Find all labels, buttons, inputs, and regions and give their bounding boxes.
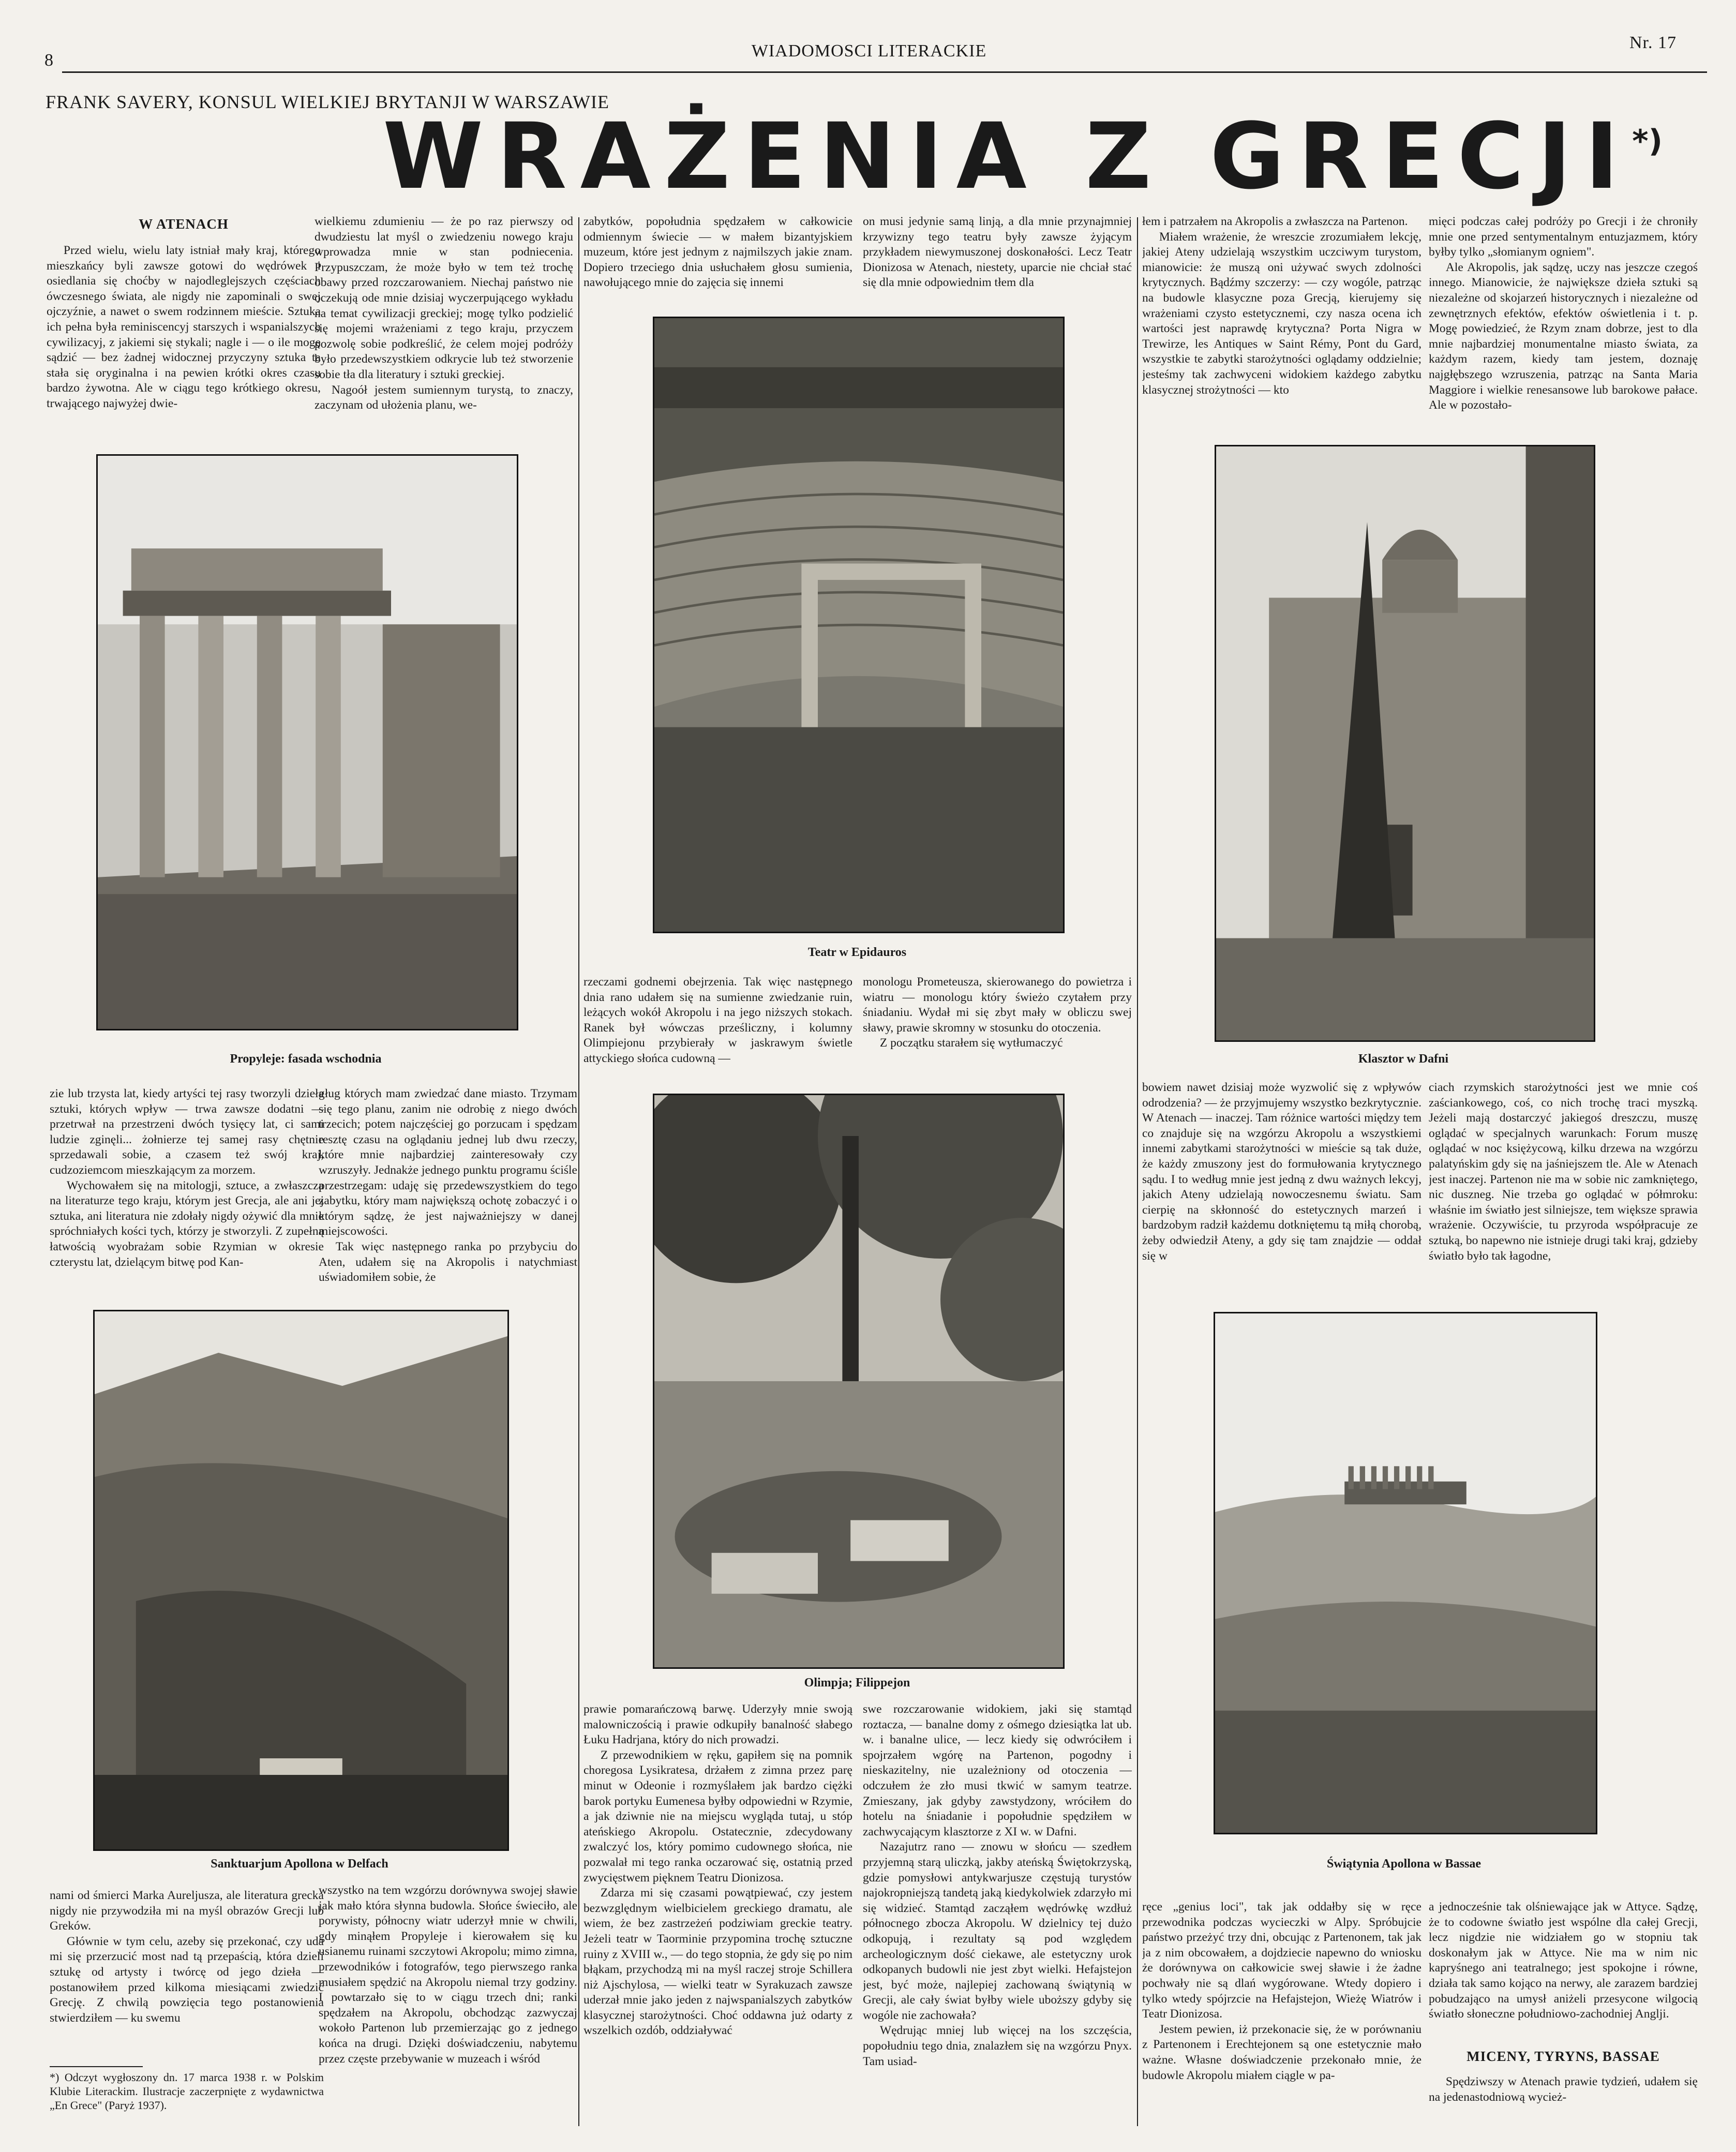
article-headline: WRAŻENIA Z GRECJI*) xyxy=(383,103,1663,210)
photo-propylaea xyxy=(96,454,518,1030)
photo-caption: Sanktuarjum Apollona w Delfach xyxy=(211,1857,388,1871)
text-column: ręce „genius loci", tak jak oddałby się w ręce przewodnika podczas wycieczki w Alpy. Spróbujcie państwo przeżyć trzy dni, obcując z Partenonem, tak jak ja z nim obcowałem, a dojdziecie napewno do wniosku że dorównywa on całkowicie swej sławie i że żadne pochwały nie są dlań wygórowane. Wtedy dopiero i tylko wtedy spójrzcie na Hefajstejon, Wieżę Wiatrów i Teatr Dionizosa. Jestem pewien, iż przekonacie się, że w porównaniu z Partenonem i Erechtejonem są one estetycznie mało ważne. Własne doświadczenie przekonało mnie, że budowle Akropolu miałem ciągle w pa- xyxy=(1142,1900,1421,2082)
text-column: łem i patrzałem na Akropolis a zwłaszcza na Partenon. Miałem wrażenie, że wreszcie zrozumiałem lekcję, jakiej Ateny udzielają wszystkim uczciwym turystom, mianowicie: że muszą oni używać swych zdolności krytycznych. Bądźmy szczerzy: — czy wogóle, patrząc na budowle klasyczne poza Grecją, kierujemy się wrażeniami czysto estetycznemi, czy nasza ocena ich wartości jest naprawdę krytyczna? Porta Nigra w Trewirze, les Antiques w Saint Rémy, Pont du Gard, wszystkie te zabytki starożytności oglądamy oddzielnie; jesteśmy tak zachwyceni widokiem każdego zabytku klasycznej strożytności — kto xyxy=(1142,215,1421,397)
column-rule xyxy=(1137,217,1138,2126)
photo-bassae-temple xyxy=(1214,1312,1597,1834)
photo-epidaurus-theatre xyxy=(653,317,1065,933)
text-column: gług których mam zwiedzać dane miasto. Trzymam się tego planu, zanim nie odrobię z niego dwóch trzecich; potem najczęściej go porzucam i spędzam resztę czasu na oglądaniu jednej lub dwu rzeczy, które mnie najbardziej zainteresowały czy wzruszyły. Jednakże jednego punktu programu ściśle przestrzegam: udaję się przedewszystkiem do tego zabytku, który mam największą ochotę zobaczyć i o którym sądzę, że jest najważniejszy w danej miejscowości. Tak więc następnego ranka po przybyciu do Aten, udałem się na Akropolis i natychmiast uświadomiłem sobie, że xyxy=(319,1087,577,1284)
photo-caption: Świątynia Apollona w Bassae xyxy=(1326,1857,1481,1871)
text-column: wszystko na tem wzgórzu dorównywa swojej sławie jak mało która słynna budowla. Słońce świeciło, ale porywisty, północny wiatr uderzył mnie w chwili, gdy minąłem Propyleje i kierowałem się ku usianemu ruinami szczytowi Akropolu; mimo zimna, przewodników i fotografów, tego pierwszego ranka musiałem spędzić na Akropolu niemal trzy godziny. I powtarzało się to w ciągu trzech dni; ranki spędzałem na Akropolu, obchodząc zazwyczaj wokoło Partenon lub przemierzając go z jednego końca na drugi. Dzięki doświadczeniu, nabytemu przez częste przebywanie w muzeach i wśród xyxy=(319,1884,577,2066)
footnote-rule xyxy=(50,2066,143,2067)
text-column: wielkiemu zdumieniu — że po raz pierwszy od dwudziestu lat myśl o zwiedzeniu nowego kraju wprowadza mnie w stan podniecenia. Przypuszczam, że może było w tem też trochę obawy przed rozczarowaniem. Niechaj państwo nie oczekują ode mnie dzisiaj wyczerpującego wykładu na temat cywilizacji greckiej; mogę tylko podzielić się mojemi wrażeniami z tego kraju, przyczem pozwolę sobie podkreślić, że celem mojej podróży było przedewszystkiem odkrycie lub też stworzenie sobie tła dla literatury i sztuki greckiej. Nagoół jestem sumiennym turystą, to znaczy, zaczynam od ułożenia planu, we- xyxy=(315,215,573,412)
publication-title: WIADOMOSCI LITERACKIE xyxy=(751,41,987,61)
text-column: Spędziwszy w Atenach prawie tydzień, udałem się na jedenastodniową wycież- xyxy=(1429,2075,1698,2104)
photo-caption: Propyleje: fasada wschodnia xyxy=(230,1052,382,1066)
column-rule xyxy=(578,217,579,2126)
photo-caption: Olimpja; Filippejon xyxy=(804,1676,910,1690)
text-column: swe rozczarowanie widokiem, jaki się stamtąd roztacza, — banalne domy z ośmego dziesiątka lat ub. w. i banalne ulice, — lecz kiedy się odwróciłem i spojrzałem wgórę na Partenon, pogodny i nieskazitelny, nie uzależniony od otoczenia — odczułem że zło musi tkwić w samym teatrze. Zmieszany, jak gdyby zawstydzony, wróciłem do hotelu na śniadanie i popołudnie spędziłem w zachwycającym klasztorze z XI w. w Dafni. Nazajutrz rano — znowu w słońcu — szedłem przyjemną starą uliczką, jakby ateńską Świętokrzyską, gdzie pomysłowi antykwarjusze częstują turystów najokropniejszą tandetą jaką kiedykolwiek zdarzyło mi się widzieć. Stamtąd zacząłem wędrówkę wzdłuż północnego zbocza Akropolu. W dzielnicy tej dużo odkopują, i rezultaty są pod względem archeologicznym dość ciekawe, ale estetyczny urok odkopanych budowli nie jest zbyt wielki. Hefajstejon jest, być może, najlepiej zachowaną świątynią w Grecji, ale cały świat byłby wiele uboższy gdyby się wogóle nie zachowała? Wędrując mniej lub więcej na los szczęścia, popołudniu tego dnia, znalazłem się na wzgórzu Pnyx. Tam usiad- xyxy=(863,1702,1132,2068)
issue-number: Nr. 17 xyxy=(1629,33,1677,52)
text-column: bowiem nawet dzisiaj może wyzwolić się z wpływów odrodzenia? — że przyjmujemy wszystko bezkrytycznie. W Atenach — inaczej. Tam różnice wartości między tem co znajduje się na wzgórzu Akropolu a wszystkiemi innemi zabytkami starożytności w mieście są tak duże, że każdy zmuszony jest do formułowania krytycznego sądu. I to według mnie jest jedną z dwu ważnych lekcyj, jakich Ateny udzielają nowoczesnemu światu. Sam cierpię na skłonność do estetycznych marzeń i bardzobym radził każdemu dotkniętemu tą miłą chorobą, żeby odwiedził Ateny, a gdy się tam znajdzie — oddał się w xyxy=(1142,1081,1421,1263)
text-column: zabytków, popołudnia spędzałem w całkowicie odmiennym świecie — w małem bizantyjskiem muzeum, które jest jednym z najmilszych jakie znam. Dopiero trzeciego dnia usłuchałem głosu sumienia, nawołującego mnie do zajęcia się innemi xyxy=(583,215,852,290)
section-heading-athens: W ATENACH xyxy=(139,216,229,232)
text-column: Przed wielu, wielu laty istniał mały kraj, którego mieszkańcy byli zawsze gotowi do wędrówek i osiedlania się choćby w najodleglejszych częściach ówczesnego świata, ale nigdy nie zapominali o swej ojczyźnie, a nawet o swem rodzinnem mieście. Sztuka ich pełna była reminiscencyj starszych i wspanialszych cywilizacyj, z jakiemi się stykali; nagle i — o ile mogę sądzić — bez żadnej widocznej przyczyny sztuka ta stała się oryginalna i na pewien krótki okres czasu bardzo żywotna. Ale w ciągu tego krótkiego okresu, trwającego najwyżej dwie- xyxy=(47,244,321,410)
text-column: nami od śmierci Marka Aureljusza, ale literatura grecka nigdy nie przywodziła mi na myśl obrazów Grecji lub Greków. Głównie w tym celu, azeby się przekonać, czy uda mi się przerzucić most nad tą przepaścią, która dzieli sztukę od artysty i twórcę od jego dzieła — postanowiłem przed kilkoma miesiącami zwiedzić Grecję. Z chwilą powzięcia tego postanowienia stwierdziłem — ku swemu xyxy=(50,1889,324,2025)
text-column: prawie pomarańczową barwę. Uderzyły mnie swoją malowniczością i prawie odkupiły banalność słabego Łuku Hadrjana, który do nich prowadzi. Z przewodnikiem w ręku, gapiłem się na pomnik choregosa Lysikratesa, drżałem z zimna przez parę minut w Odeonie i rozmyślałem jak bardzo ciężki barok portyku Eumenesa byłby odpowiedni w Rzymie, a jak dziwnie nie na miejscu wygląda tutaj, u stóp ateńskiego Akropolu. Ostatecznie, zdecydowany zwalczyć los, który pomimo cudownego słońca, nie pozwalał mi tego ranka oczarować się, ostatnią przed zwycięstwem pięknem Teatru Dionizosa. Zdarza mi się czasami powątpiewać, czy jestem bezwzględnym wielbicielem greckiego dramatu, ale wiem, że bez zastrzeżeń podziwiam greckie teatry. Jeżeli teatr w Taorminie przypomina trochę sztuczne ruiny z XVIII w., — do tego stopnia, że gdy się po nim błąkam, przychodzą mi na myśl raczej stroje Schillera niż Ajschylosa, — wielki teatr w Syrakuzach zawsze uderzał mnie jako jeden z najwspanialszych zabytków klasycznej starożytności. Choć oddawna już odarty z wszelkich ozdób, oddziaływać xyxy=(583,1702,852,2038)
header-rule xyxy=(62,71,1707,73)
footnote: *) Odczyt wygłoszony dn. 17 marca 1938 r. w Polskim Klubie Literackim. Ilustracje zaczerpnięte z wydawnictwa „En Grece" (Paryż 1937). xyxy=(50,2071,324,2112)
text-column: monologu Prometeusza, skierowanego do powietrza i wiatru — monologu który świeżo czytałem przy śniadaniu. Wydał mi się zbyt mały w obliczu swej sławy, prawie skromny w stosunku do otoczenia. Z początku starałem się wytłumaczyć xyxy=(863,975,1132,1050)
photo-daphni-monastery xyxy=(1215,445,1595,1042)
text-column: on musi jedynie samą linją, a dla mnie przynajmniej krzywizny tego teatru były zawsze żyjącym przykładem niewymuszonej doskonałości. Lecz Teatr Dionizosa w Atenach, niestety, uparcie nie chciał stać się dla mnie odpowiednim tłem dla xyxy=(863,215,1132,290)
photo-olympia-philippeion xyxy=(653,1094,1065,1669)
photo-delphi-sanctuary xyxy=(93,1310,509,1851)
text-column: zie lub trzysta lat, kiedy artyści tej rasy tworzyli dzieła sztuki, których wpływ — trwa zawsze dodatni — przetrwał na przestrzeni dwóch tysięcy lat, ci sami ludzie zginęli... żołnierze tej samej rasy chętnie sprzedawali sobie, a czasem też swój kraj, cudzoziemcom mieszkającym za morzem. Wychowałem się na mitologji, sztuce, a zwłaszcza na literaturze tego kraju, którym jest Grecja, ale ani jej sztuka, ani literatura nie zdołały nigdy ożywić dla mnie spróchniałych kości tych, którzy je stworzyli. Z zupełną łatwością wyobrażam sobie Rzymian w okresie czterystu lat, dzielącym bitwę pod Kan- xyxy=(50,1087,324,1269)
text-column: ciach rzymskich starożytności jest we mnie coś zaściankowego, coś, co nich trochę traci myszką. Jeżeli mają dostarczyć jakiegoś dreszczu, muszę oglądać w specjalnych warunkach: Forum muszę oglądać w noc księżycową, kilku drzewa na wzgórzu palatyńskim gdy się na jaśniejszem tle. Ale w Atenach jest inaczej. Partenon nie ma w sobie nic zamkniętego, nic duszneg. Nie trzeba go oglądać w półmroku: właśnie im światło jest silniejsze, tem większe sprawia wrażenie. Oczywiście, tu przyroda współpracuje ze sztuką, bo napewno nie istnieje drugi taki kraj, gdzieby światło było tak łagodne, xyxy=(1429,1081,1698,1263)
text-column: a jednocześnie tak olśniewające jak w Attyce. Sądzę, że to codowne światło jest wspólne dla całej Grecji, lecz nigdzie nie widziałem go w stopniu tak doskonałym jak w Attyce. Nie ma w nim nic kapryśnego ani teatralnego; jest spokojne i równe, działa tak samo kojąco na nerwy, ale zarazem bardziej pobudzająco na umysł aniżeli przesycone wilgocią światło słoneczne południowo-zachodniej Anglji. xyxy=(1429,1900,1698,2021)
photo-caption: Klasztor w Dafni xyxy=(1358,1052,1449,1066)
section-heading-mycenae: MICENY, TYRYNS, BASSAE xyxy=(1466,2049,1660,2064)
byline: FRANK SAVERY, KONSUL WIELKIEJ BRYTANJI W WARSZAWIE xyxy=(46,92,609,112)
text-column: rzeczami godnemi obejrzenia. Tak więc następnego dnia rano udałem się na sumienne zwiedzanie ruin, leżących wokół Akropolu i na jego niższych stokach. Ranek był wówczas prześliczny, i kolumny Olimpiejonu przybierały w jaskrawym świetle attyckiego słońca cudowną — xyxy=(583,975,852,1065)
page-number: 8 xyxy=(44,51,54,70)
text-column: mięci podczas całej podróży po Grecji i że chroniły mnie one przed sentymentalnym entuzjazmem, który byłby tylko „słomianym ogniem". Ale Akropolis, jak sądzę, uczy nas jeszcze czegoś innego. Mianowicie, że największe dzieła sztuki są niezależne od skojarzeń historycznych i niezależne od zewnętrznych efektów, efektów oświetlenia i t. p. Mogę powiedzieć, że Rzym znam dobrze, jest to dla mnie najbardziej monumentalne miasto świata, za każdym razem, kiedy tam jestem, doznaję najgłębszego wzruszenia, patrząc na Santa Maria Maggiore i wielkie renesansowe lub barokowe pałace. Ale w pozostało- xyxy=(1429,215,1698,412)
photo-caption: Teatr w Epidauros xyxy=(807,946,907,959)
